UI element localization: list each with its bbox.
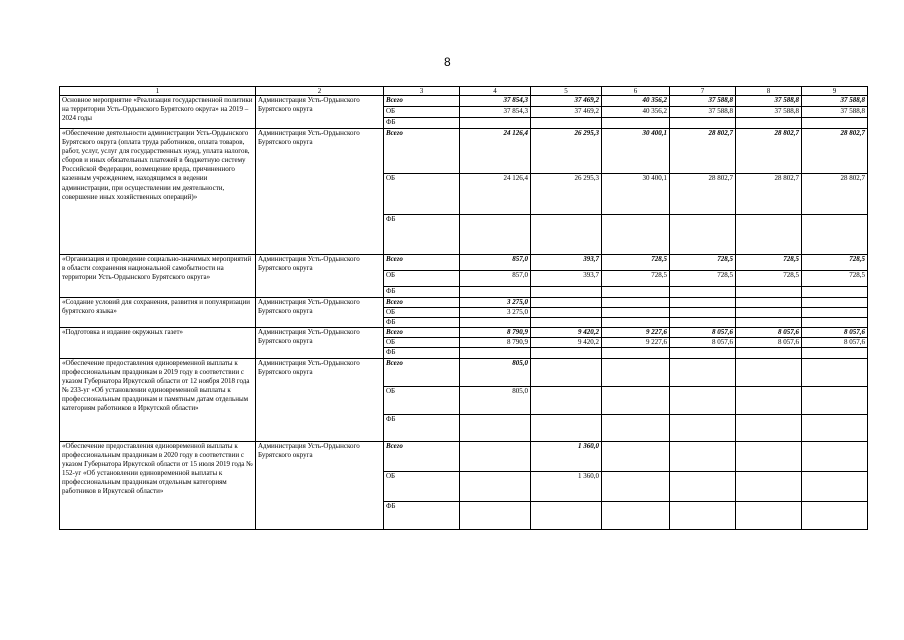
header-row [60,87,868,96]
responsible-org: Администрация Усть-Ордынского Бурятского округа [256,358,384,441]
amount-cell [670,287,736,298]
header-cell: 3 [384,87,460,96]
activity-name: «Обеспечение деятельности администрации Усть-Ордынского Бурятского округа (оплата труда работников, оплата товаров, работ, услуг, услуг для государственных нужд, уплата налогов, сборов и иных обязательных платежей в бюджетную систему Российской Федерации, возмещение вреда, причиненного казенным учреждением, находящимся в ведении администрации, при осуществлении им деятельности, совершение иных хозяйственных операций)» [60,129,256,255]
amount-cell: 37 588,8 [802,107,868,118]
header-cell: 2 [256,87,384,96]
amount-cell: 30 400,1 [602,129,670,174]
amount-cell [802,501,868,529]
funding-source: Всего [384,298,460,308]
amount-cell: 728,5 [736,271,802,287]
funding-source: ФБ [384,215,460,255]
amount-cell [670,348,736,358]
amount-cell: 728,5 [802,271,868,287]
amount-cell: 805,0 [460,386,531,414]
amount-cell: 28 802,7 [670,129,736,174]
amount-cell [736,308,802,318]
table-row [60,298,868,308]
header-cell: 7 [670,87,736,96]
funding-source: ОБ [384,107,460,118]
amount-cell: 728,5 [602,255,670,271]
amount-cell [736,287,802,298]
amount-cell [670,318,736,328]
table-row [60,441,868,471]
header-cell: 5 [531,87,602,96]
amount-cell [602,501,670,529]
amount-cell [670,471,736,501]
activity-name: «Обеспечение предоставления единовременной выплаты к профессиональным праздникам в 2019 году в соответствии с указом Губернатора Иркутской области от 12 ноября 2018 года № 233-уг «Об установлении единовременной выплаты к профессиональным праздникам и памятным датам отдельным категориям работников в Иркутской области» [60,358,256,441]
activity-name: «Обеспечение предоставления единовременной выплаты к профессиональным праздникам в 2020 году в соответствии с указом Губернатора Иркутской области от 15 июля 2019 года № 152-уг «Об установлении единовременной выплаты к профессиональным праздникам отдельным категориям работников в Иркутской области» [60,441,256,529]
amount-cell [670,386,736,414]
amount-cell [602,215,670,255]
amount-cell [602,358,670,386]
amount-cell: 37 469,2 [531,96,602,107]
amount-cell [602,318,670,328]
amount-cell [736,414,802,441]
amount-cell: 37 469,2 [531,107,602,118]
activity-name: «Организация и проведение социально-значимых мероприятий в области сохранения национальной самобытности на территории Усть-Ордынского Бурятского округа» [60,255,256,298]
funding-source: Всего [384,441,460,471]
amount-cell: 40 356,2 [602,107,670,118]
amount-cell: 857,0 [460,255,531,271]
responsible-org: Администрация Усть-Ордынского Бурятского округа [256,96,384,129]
amount-cell [602,471,670,501]
responsible-org: Администрация Усть-Ордынского Бурятского округа [256,328,384,358]
funding-source: ФБ [384,348,460,358]
header-cell: 1 [60,87,256,96]
amount-cell [531,215,602,255]
amount-cell [802,471,868,501]
amount-cell: 3 275,0 [460,308,531,318]
funding-source: ОБ [384,471,460,501]
amount-cell [460,414,531,441]
budget-table [59,86,868,530]
amount-cell [670,441,736,471]
amount-cell: 728,5 [802,255,868,271]
amount-cell [802,215,868,255]
amount-cell: 37 588,8 [736,96,802,107]
table-row [60,96,868,107]
funding-source: ФБ [384,287,460,298]
amount-cell: 8 790,9 [460,328,531,338]
amount-cell: 728,5 [670,271,736,287]
funding-source: ФБ [384,414,460,441]
amount-cell [602,118,670,129]
amount-cell [460,118,531,129]
funding-source: ОБ [384,338,460,348]
amount-cell [736,386,802,414]
amount-cell [531,298,602,308]
amount-cell [736,215,802,255]
amount-cell: 8 057,6 [802,338,868,348]
amount-cell [531,118,602,129]
amount-cell: 728,5 [602,271,670,287]
amount-cell: 37 854,3 [460,107,531,118]
amount-cell: 37 854,3 [460,96,531,107]
amount-cell [460,441,531,471]
amount-cell: 37 588,8 [802,96,868,107]
amount-cell [460,318,531,328]
amount-cell [802,118,868,129]
amount-cell: 28 802,7 [670,174,736,215]
amount-cell: 28 802,7 [736,174,802,215]
table-row [60,129,868,174]
amount-cell [670,414,736,441]
amount-cell: 37 588,8 [736,107,802,118]
amount-cell [802,386,868,414]
amount-cell [802,358,868,386]
amount-cell: 3 275,0 [460,298,531,308]
amount-cell [602,287,670,298]
funding-source: ОБ [384,386,460,414]
amount-cell [602,308,670,318]
funding-source: Всего [384,328,460,338]
amount-cell [531,308,602,318]
amount-cell: 8 057,6 [736,338,802,348]
amount-cell: 40 356,2 [602,96,670,107]
amount-cell [531,287,602,298]
amount-cell: 393,7 [531,255,602,271]
funding-source: Всего [384,96,460,107]
page-number: 8 [444,55,451,69]
amount-cell: 8 057,6 [736,328,802,338]
header-cell: 8 [736,87,802,96]
amount-cell [802,287,868,298]
amount-cell [531,358,602,386]
funding-source: ОБ [384,308,460,318]
amount-cell: 393,7 [531,271,602,287]
amount-cell: 8 057,6 [670,338,736,348]
amount-cell: 37 588,8 [670,96,736,107]
amount-cell [602,298,670,308]
amount-cell [460,471,531,501]
amount-cell: 37 588,8 [670,107,736,118]
amount-cell: 9 227,6 [602,338,670,348]
amount-cell: 728,5 [736,255,802,271]
amount-cell [802,414,868,441]
table-row [60,358,868,386]
amount-cell: 26 295,3 [531,129,602,174]
amount-cell [531,501,602,529]
amount-cell: 28 802,7 [802,174,868,215]
table-row [60,328,868,338]
funding-source: ФБ [384,318,460,328]
amount-cell [736,318,802,328]
funding-source: ОБ [384,271,460,287]
activity-name: «Создание условий для сохранения, развития и популяризации бурятского языка» [60,298,256,328]
amount-cell: 8 057,6 [670,328,736,338]
amount-cell: 28 802,7 [736,129,802,174]
amount-cell [736,358,802,386]
funding-source: Всего [384,358,460,386]
header-cell: 9 [802,87,868,96]
amount-cell: 24 126,4 [460,174,531,215]
amount-cell [531,386,602,414]
amount-cell: 9 227,6 [602,328,670,338]
responsible-org: Администрация Усть-Ордынского Бурятского округа [256,298,384,328]
responsible-org: Администрация Усть-Ордынского Бурятского округа [256,255,384,298]
amount-cell [460,348,531,358]
amount-cell: 8 057,6 [802,328,868,338]
amount-cell [602,441,670,471]
responsible-org: Администрация Усть-Ордынского Бурятского округа [256,441,384,529]
amount-cell [670,118,736,129]
funding-source: ФБ [384,501,460,529]
amount-cell: 30 400,1 [602,174,670,215]
amount-cell [736,441,802,471]
amount-cell [670,358,736,386]
amount-cell: 1 360,0 [531,441,602,471]
amount-cell [802,298,868,308]
amount-cell: 9 420,2 [531,328,602,338]
funding-source: Всего [384,255,460,271]
table-row [60,255,868,271]
amount-cell: 728,5 [670,255,736,271]
amount-cell [460,287,531,298]
funding-source: Всего [384,129,460,174]
amount-cell [802,348,868,358]
amount-cell: 24 126,4 [460,129,531,174]
amount-cell [602,414,670,441]
amount-cell [736,471,802,501]
amount-cell [460,501,531,529]
amount-cell [670,298,736,308]
amount-cell [531,348,602,358]
amount-cell: 26 295,3 [531,174,602,215]
amount-cell: 28 802,7 [802,129,868,174]
amount-cell [602,386,670,414]
amount-cell [670,308,736,318]
amount-cell [670,501,736,529]
amount-cell [670,215,736,255]
amount-cell: 9 420,2 [531,338,602,348]
amount-cell [802,441,868,471]
amount-cell [736,501,802,529]
amount-cell: 1 360,0 [531,471,602,501]
amount-cell: 857,0 [460,271,531,287]
funding-source: ФБ [384,118,460,129]
amount-cell [531,414,602,441]
header-cell: 4 [460,87,531,96]
amount-cell: 805,0 [460,358,531,386]
activity-name: «Подготовка и издание окружных газет» [60,328,256,358]
amount-cell [736,348,802,358]
amount-cell [802,318,868,328]
activity-name: Основное мероприятие «Реализация государственной политики на территории Усть-Ордынского Бурятского округа» на 2019 – 2024 годы [60,96,256,129]
amount-cell [602,348,670,358]
amount-cell [531,318,602,328]
amount-cell: 8 790,9 [460,338,531,348]
amount-cell [736,118,802,129]
amount-cell [736,298,802,308]
header-cell: 6 [602,87,670,96]
funding-source: ОБ [384,174,460,215]
responsible-org: Администрация Усть-Ордынского Бурятского округа [256,129,384,255]
amount-cell [802,308,868,318]
amount-cell [460,215,531,255]
